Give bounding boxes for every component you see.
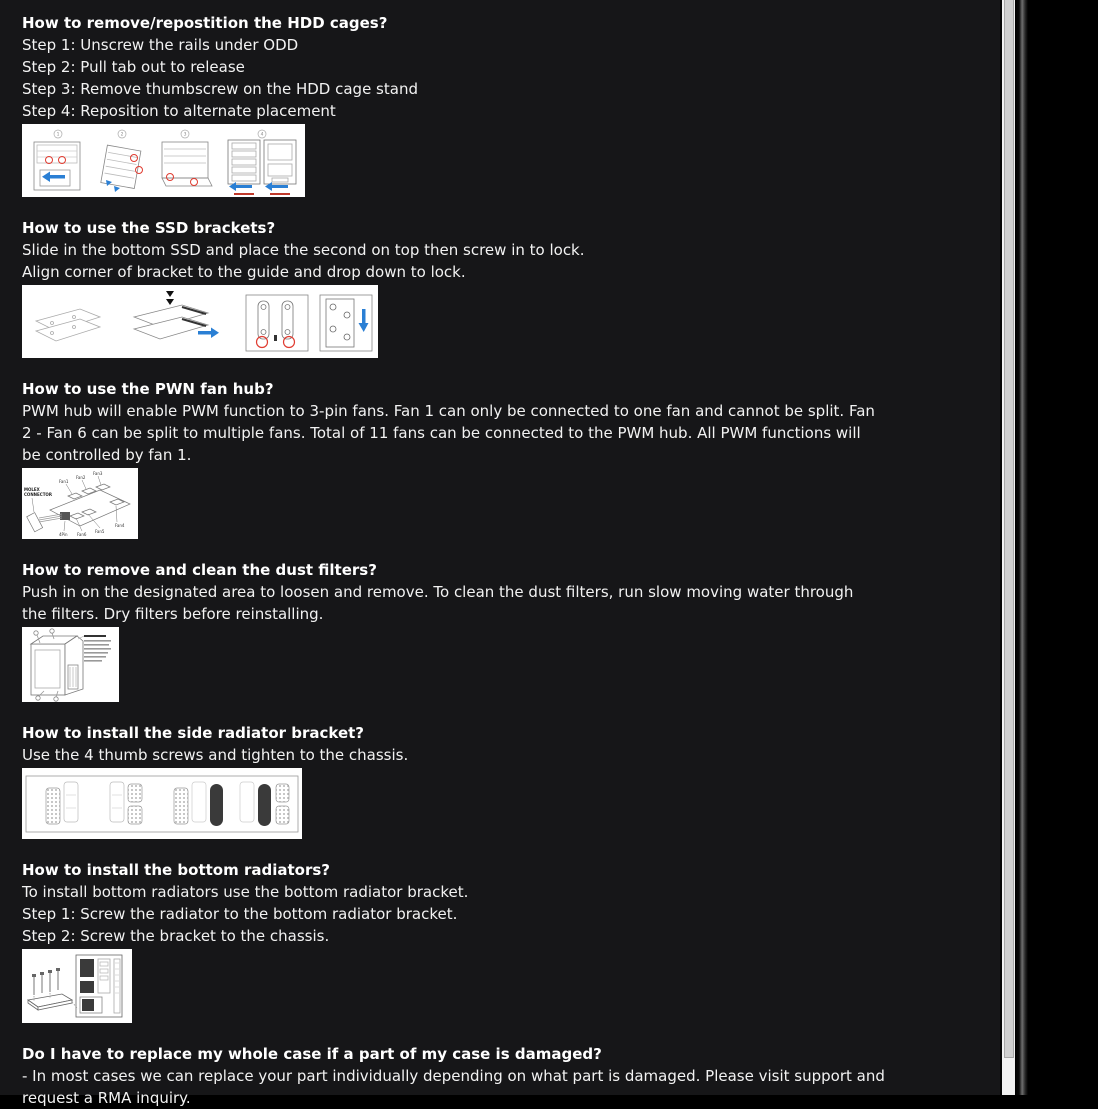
faq-answer-line: PWM hub will enable PWM function to 3-pin fans. Fan 1 can only be connected to one fan and cannot be split. Fan (22, 402, 875, 420)
position-2-label (270, 193, 290, 195)
hdd-cage-diagram-svg (22, 124, 305, 197)
vertical-scrollbar-thumb[interactable] (1004, 0, 1014, 1058)
faq-answer-line: 2 - Fan 6 can be split to multiple fans. Total of 11 fans can be connected to the PWM hub. All PWM functions will (22, 424, 861, 442)
faq-question: How to remove/repostition the HDD cages? (22, 14, 388, 32)
fan2-label: Fan2 (76, 475, 86, 480)
fan3-label: Fan3 (93, 471, 103, 476)
ssd-bracket-diagram (22, 285, 378, 358)
faq-section-bottom-radiators (22, 859, 990, 1023)
cage-position-columns (228, 140, 296, 184)
bottom-radiator-svg (22, 949, 132, 1023)
side-radiator-bracket-diagram (22, 768, 302, 839)
fan1-label: Fan1 (59, 479, 69, 484)
faq-answer-line: the filters. Dry filters before reinstalling. (22, 605, 324, 623)
faq-answer-line: Step 2: Pull tab out to release (22, 58, 245, 76)
svg-text:3: 3 (183, 132, 187, 138)
bracket-plate-drawing (246, 295, 308, 351)
faq-answer-line: Step 1: Screw the radiator to the bottom radiator bracket. (22, 905, 458, 923)
faq-answer-line: be controlled by fan 1. (22, 446, 192, 464)
faq-question: How to use the SSD brackets? (22, 219, 276, 237)
outside-window-area (1028, 0, 1098, 1095)
faq-answer-line: Push in on the designated area to loosen and remove. To clean the dust filters, run slow moving water through (22, 583, 854, 601)
position-1-label (234, 193, 254, 195)
fan6-label: Fan6 (77, 532, 87, 537)
radiator-group-3 (174, 782, 223, 826)
blue-arrow (42, 172, 65, 183)
window-edge-shadow (1015, 0, 1028, 1095)
ssd-bracket-svg (22, 285, 378, 358)
faq-question: How to remove and clean the dust filters? (22, 561, 377, 579)
faq-answer-line: Step 3: Remove thumbscrew on the HDD cage stand (22, 80, 418, 98)
case-interior-drawing (76, 955, 122, 1017)
faq-answer-line: Step 1: Unscrew the rails under ODD (22, 36, 299, 54)
svg-text:2: 2 (120, 132, 124, 138)
fan5-label: Fan5 (95, 529, 105, 534)
blue-arrow (106, 180, 120, 192)
faq-answer-line: Use the 4 thumb screws and tighten to the chassis. (22, 746, 409, 764)
dust-filter-svg (22, 627, 119, 702)
faq-section-replace-part (22, 1043, 990, 1109)
molex-label: MOLEX (24, 487, 40, 492)
case-front-drawing (34, 142, 80, 190)
dark-radiator (210, 784, 223, 826)
down-arrows (166, 291, 174, 305)
faq-answer-line: To install bottom radiators use the bottom radiator bracket. (22, 883, 469, 901)
case-drawing (31, 629, 83, 701)
molex-label: CONNECTOR (24, 492, 52, 497)
faq-section-ssd-brackets (22, 217, 990, 358)
faq-answer-line: Slide in the bottom SSD and place the second on top then screw in to lock. (22, 241, 585, 259)
blue-arrow (229, 182, 288, 191)
vertical-scrollbar-track[interactable] (1002, 0, 1015, 1095)
faq-answer-line: Step 2: Screw the bracket to the chassis. (22, 927, 330, 945)
faq-answer-line: - In most cases we can replace your part individually depending on what part is damaged. Please visit support and (22, 1067, 885, 1085)
hdd-cage-removal-steps-diagram (22, 124, 305, 197)
faq-question: How to use the PWN fan hub? (22, 380, 274, 398)
4pin-label: 4Pin (59, 532, 68, 537)
bracket-and-screws-drawing (28, 968, 78, 1010)
faq-section-pwm-hub (22, 378, 990, 539)
dust-filter-location-diagram (22, 627, 119, 702)
fan4-label: Fan4 (115, 523, 125, 528)
faq-answer-line: Align corner of bracket to the guide and drop down to lock. (22, 263, 466, 281)
faq-question: How to install the bottom radiators? (22, 861, 330, 879)
faq-question: How to install the side radiator bracket? (22, 724, 365, 742)
cage-stand-drawing (162, 142, 212, 186)
blue-arrow (198, 328, 219, 339)
ssd-bracket-drawing (36, 309, 100, 341)
faq-section-side-radiator (22, 722, 990, 839)
ssd-stack-drawing (134, 305, 208, 339)
pwm-fan-hub-diagram (22, 468, 138, 539)
faq-section-dust-filters (22, 559, 990, 702)
svg-text:1: 1 (56, 132, 60, 138)
svg-text:4: 4 (260, 132, 264, 138)
pwm-hub-svg (22, 468, 138, 539)
faq-answer-line: Step 4: Reposition to alternate placement (22, 102, 336, 120)
faq-question: Do I have to replace my whole case if a part of my case is damaged? (22, 1045, 602, 1063)
side-radiator-svg (22, 768, 302, 839)
bottom-radiator-bracket-diagram (22, 949, 132, 1023)
dark-radiator (258, 784, 271, 826)
faq-answer-line: request a RMA inquiry. (22, 1089, 191, 1107)
faq-section-hdd-cages (22, 12, 990, 197)
